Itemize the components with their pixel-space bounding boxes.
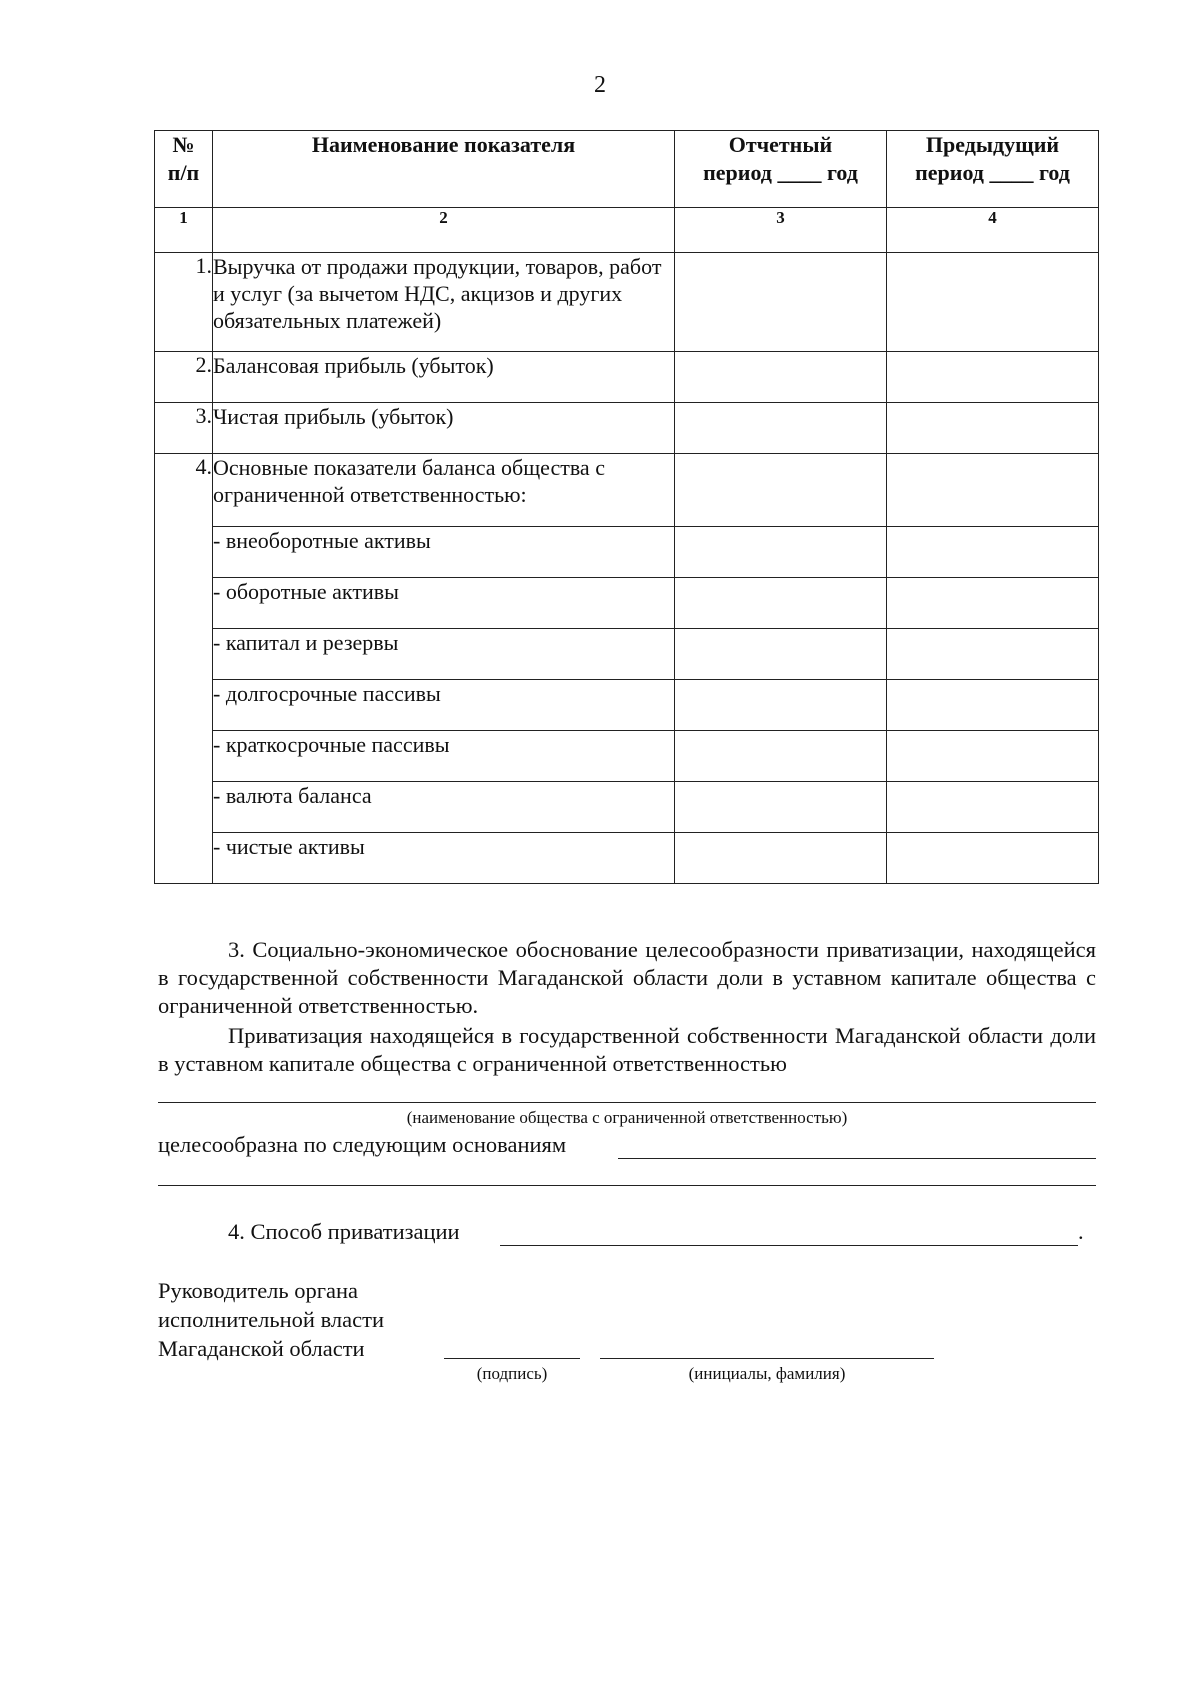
table-row <box>155 629 1099 680</box>
row-indicator-name: Балансовая прибыль (убыток) <box>213 352 675 403</box>
table-row <box>155 253 1099 352</box>
row-number: 4. <box>155 454 213 884</box>
row-previous-value <box>887 833 1099 884</box>
row-number: 2. <box>155 352 213 403</box>
grounds-line-1 <box>618 1158 1096 1159</box>
table-row <box>155 782 1099 833</box>
row-previous-value <box>887 629 1099 680</box>
column-index-3: 3 <box>675 208 887 253</box>
row-indicator-name: - краткосрочные пассивы <box>213 731 675 782</box>
section4-label: 4. Способ приватизации <box>228 1219 460 1244</box>
column-index-4: 4 <box>887 208 1099 253</box>
row-indicator-name: Основные показатели баланса общества с ограниченной ответственностью: <box>213 454 675 527</box>
privatization-method-line <box>500 1245 1078 1246</box>
company-name-line <box>158 1102 1096 1103</box>
header-previous-line2: период ____ год <box>915 160 1070 185</box>
header-previous-period <box>887 131 1099 208</box>
header-num <box>155 131 213 208</box>
header-current-line1: Отчетный <box>728 132 833 157</box>
row-previous-value <box>887 527 1099 578</box>
header-num-symbol: № <box>172 132 195 157</box>
grounds-label: целесообразна по следующим основаниям <box>158 1132 567 1157</box>
signature-line <box>444 1358 580 1359</box>
row-current-value <box>675 731 887 782</box>
row-previous-value <box>887 253 1099 352</box>
table-row <box>155 403 1099 454</box>
signature-title-line1: Руководитель органа <box>158 1278 359 1303</box>
row-indicator-name: - валюта баланса <box>213 782 675 833</box>
section4-trailing-dot: . <box>1078 1219 1084 1244</box>
column-index-2: 2 <box>213 208 675 253</box>
row-previous-value <box>887 782 1099 833</box>
row-current-value <box>675 629 887 680</box>
row-indicator-name: - долгосрочные пассивы <box>213 680 675 731</box>
page-number: 2 <box>594 72 606 98</box>
indicators-table <box>154 130 1099 884</box>
header-num-pp: п/п <box>167 160 200 185</box>
row-current-value <box>675 454 887 527</box>
table-row <box>155 680 1099 731</box>
table-row <box>155 833 1099 884</box>
signature-title-line3: Магаданской области <box>158 1336 365 1361</box>
row-current-value <box>675 782 887 833</box>
signature-caption: (подпись) <box>476 1364 548 1383</box>
header-previous-line1: Предыдущий <box>925 132 1060 157</box>
column-index-1: 1 <box>155 208 213 253</box>
row-current-value <box>675 680 887 731</box>
signature-title-line2: исполнительной власти <box>158 1307 384 1332</box>
row-previous-value <box>887 731 1099 782</box>
row-indicator-name: - внеоборотные активы <box>213 527 675 578</box>
row-previous-value <box>887 352 1099 403</box>
company-name-caption: (наименование общества с ограниченной ответственностью) <box>406 1108 848 1127</box>
row-current-value <box>675 578 887 629</box>
row-indicator-name: - оборотные активы <box>213 578 675 629</box>
row-number: 1. <box>155 253 213 352</box>
name-caption: (инициалы, фамилия) <box>688 1364 846 1383</box>
table-row <box>155 578 1099 629</box>
signature-title <box>158 1276 384 1363</box>
row-indicator-name: - капитал и резервы <box>213 629 675 680</box>
row-indicator-name: Чистая прибыль (убыток) <box>213 403 675 454</box>
row-indicator-name: Выручка от продажи продукции, товаров, работ и услуг (за вычетом НДС, акцизов и других обязательных платежей) <box>213 253 675 352</box>
section3-heading-text: 3. Социально-экономическое обоснование целесообразности приватизации, находящейся в государственной собственности Магаданской области доли в уставном капитале общества с ограниченной ответственностью. <box>158 937 1096 1018</box>
table-row <box>155 731 1099 782</box>
table-row <box>155 527 1099 578</box>
row-previous-value <box>887 578 1099 629</box>
row-current-value <box>675 833 887 884</box>
table-row <box>155 352 1099 403</box>
table-row <box>155 454 1099 527</box>
name-line <box>600 1358 934 1359</box>
section3-body <box>158 1022 1096 1078</box>
row-current-value <box>675 527 887 578</box>
row-current-value <box>675 403 887 454</box>
header-current-period <box>675 131 887 208</box>
row-current-value <box>675 352 887 403</box>
header-name: Наименование показателя <box>213 131 675 208</box>
row-current-value <box>675 253 887 352</box>
section3-heading <box>158 936 1096 1020</box>
section3-body-text: Приватизация находящейся в государственной собственности Магаданской области доли в уставном капитале общества с ограниченной ответственностью <box>158 1023 1096 1076</box>
row-previous-value <box>887 403 1099 454</box>
grounds-line-2 <box>158 1185 1096 1186</box>
header-current-line2: период ____ год <box>703 160 858 185</box>
row-number: 3. <box>155 403 213 454</box>
row-previous-value <box>887 454 1099 527</box>
row-indicator-name: - чистые активы <box>213 833 675 884</box>
row-previous-value <box>887 680 1099 731</box>
